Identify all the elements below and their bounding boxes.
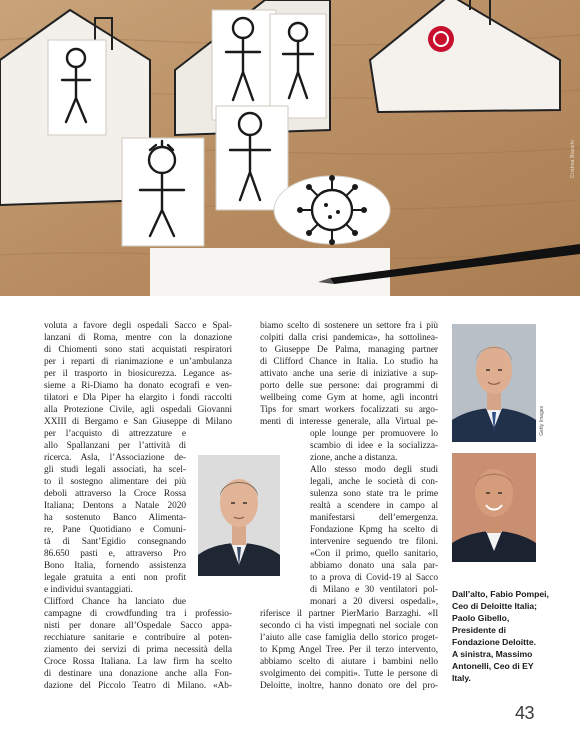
text-line: tilatori e Dla Piper ha elargito i fondi raccolti xyxy=(44,393,232,403)
text-line: ople lounge per promuovere lo xyxy=(310,429,438,439)
text-line: Clifford Chance ha lanciato due xyxy=(44,597,186,607)
text-line: svolgimento dei compiti». Tutte le persone di xyxy=(260,669,438,679)
sidebar-photo-credit: Getty Images xyxy=(539,406,545,436)
caption-line: Dall’alto, Fabio Pompei, xyxy=(452,589,549,599)
text-line: l’aiuto alle case famiglia dello storico proget- xyxy=(260,633,438,643)
text-line: Allo stesso modo degli studi xyxy=(310,465,438,475)
text-line: manifestarsi dell’emergenza. xyxy=(310,513,438,523)
text-line: dazione del Piccolo Teatro di Milano. «Ab- xyxy=(44,681,232,691)
text-line: 86.650 pasti e, attraverso Pro xyxy=(44,549,186,559)
text-line: realtà a scendere in campo al xyxy=(310,501,438,511)
text-line: «Con il primo, quello sanitario, xyxy=(310,549,438,559)
text-line: di Chiomenti sono stati acquistati respiratori xyxy=(44,345,232,355)
text-line: Fondazione Kpmg ha scelto di xyxy=(310,525,438,535)
text-line: riferisce il partner PierMario Barzaghi. «Il xyxy=(260,609,438,619)
text-line: re, Pane Quotidiano e Comuni- xyxy=(44,525,186,535)
text-line: per i reparti di rianimazione e un’ambulanza xyxy=(44,357,232,367)
text-line: tà di Sant’Egidio consegnando xyxy=(44,537,186,547)
text-line: ziamento dei servizi di prima necessità della xyxy=(44,645,232,655)
text-line: abbiamo scelto di aiutare i bambini nello xyxy=(260,657,438,667)
text-line: per l’acquisto di attrezzature e xyxy=(44,429,186,439)
text-line: attivato anche una serie di iniziative a sup- xyxy=(260,369,438,379)
text-line: voluta a favore degli ospedali Sacco e Spal- xyxy=(44,321,232,331)
text-line: abbiamo donato una sala par- xyxy=(310,561,438,571)
text-line: zione, anche a distanza. xyxy=(310,453,398,463)
caption-line: A sinistra, Massimo xyxy=(452,649,533,659)
text-line: secondo ci ha visti impegnati nel sociale con xyxy=(260,621,438,631)
paper-houses-illustration xyxy=(0,0,580,296)
hero-photo xyxy=(0,0,580,296)
text-line: e individui svantaggiati. xyxy=(44,585,133,595)
text-line: Croce Rossa Italiana. La law firm ha scelto xyxy=(44,657,232,667)
text-line: biamo scelto di sostenere un settore fra i più xyxy=(260,321,438,331)
photo-caption xyxy=(452,588,552,684)
text-line: legali, anche le società di con- xyxy=(310,477,438,487)
text-line: XXIII di Bergamo e San Giuseppe di Milano xyxy=(44,417,232,427)
text-line: to Giuseppe De Palma, managing partner xyxy=(260,345,438,355)
virus-drawing xyxy=(274,175,390,245)
hero-photo-credit: Cristina Bianchi xyxy=(570,140,576,178)
text-line: lanzani di Roma, mentre con la donazione xyxy=(44,333,232,343)
text-line: sieme a Ri-Diamo ha donato ecografi e ven- xyxy=(44,381,232,391)
text-line: di Clifford Chance in Italia. Lo studio ha xyxy=(260,357,438,367)
text-line: scambio di idee e la socializza- xyxy=(310,441,438,451)
text-line: alla Protezione Civile, agli ospedali Giovanni xyxy=(44,405,232,415)
text-line: legale gratuita a enti non profit xyxy=(44,573,186,583)
text-line: menti di interesse generale, alla Virtual pe- xyxy=(260,417,438,427)
text-line: to Kpmg Angel Tree. Per il terzo intervento, xyxy=(260,645,438,655)
sidebar-portrait-top xyxy=(452,324,536,442)
caption-line: Italy. xyxy=(452,673,471,683)
article-column-2 xyxy=(260,320,438,692)
text-line: sulenza sono state tra le prime xyxy=(310,489,438,499)
text-line: per il trasporto in biosicurezza. Legance as- xyxy=(44,369,232,379)
caption-line: Antonelli, Ceo di EY xyxy=(452,661,534,671)
text-line: gli studi legali associati, ha scel- xyxy=(44,465,186,475)
text-line: Tips for smart workers focalizzati su argo- xyxy=(260,405,438,415)
page-number: 43 xyxy=(515,703,535,723)
text-line: to il sostegno alimentare dei più xyxy=(44,477,186,487)
text-line: Bono Italia, fornendo assistenza xyxy=(44,561,186,571)
magazine-logo-icon xyxy=(428,26,454,52)
text-line: Italiana; Dentons a Natale 2020 xyxy=(44,501,186,511)
text-line: porto delle sue persone: dai programmi di xyxy=(260,381,438,391)
text-line: ricerca. Asla, l’Associazione de- xyxy=(44,453,186,463)
text-line: colpiti dalla crisi pandemica», ha sottolinea- xyxy=(260,333,438,343)
text-line: di destinare una donazione anche alla Fon- xyxy=(44,669,232,679)
text-line: recchiature sanitarie e contribuire al poten- xyxy=(44,633,232,643)
text-line: monari a 20 diversi ospedali», xyxy=(310,597,438,607)
text-line: wellbeing come Gym at home, agli incontri xyxy=(260,393,438,403)
caption-line: Ceo di Deloitte Italia; xyxy=(452,601,537,611)
caption-line: Presidente di xyxy=(452,625,506,635)
text-line: Deloitte, inoltre, hanno donato ore del pro- xyxy=(260,681,438,691)
text-line: allo Spallanzani per l’attività di xyxy=(44,441,186,451)
caption-line: Fondazione Deloitte. xyxy=(452,637,537,647)
text-line: ha sostenuto Banco Alimenta- xyxy=(44,513,186,523)
text-line: nisti per donare all’Ospedale Sacco appa- xyxy=(44,621,232,631)
text-line: campagne di crowdfunding tra i professio- xyxy=(44,609,232,619)
text-line: deboli attraverso la Croce Rossa xyxy=(44,489,186,499)
text-line: intervenire seguendo tre filoni. xyxy=(310,537,438,547)
text-line: di Milano e 30 ventilatori pol- xyxy=(310,585,438,595)
sidebar-portrait-bottom xyxy=(452,453,536,562)
text-line: to a prova di Covid-19 al Sacco xyxy=(310,573,438,583)
caption-line: Paolo Gibello, xyxy=(452,613,510,623)
